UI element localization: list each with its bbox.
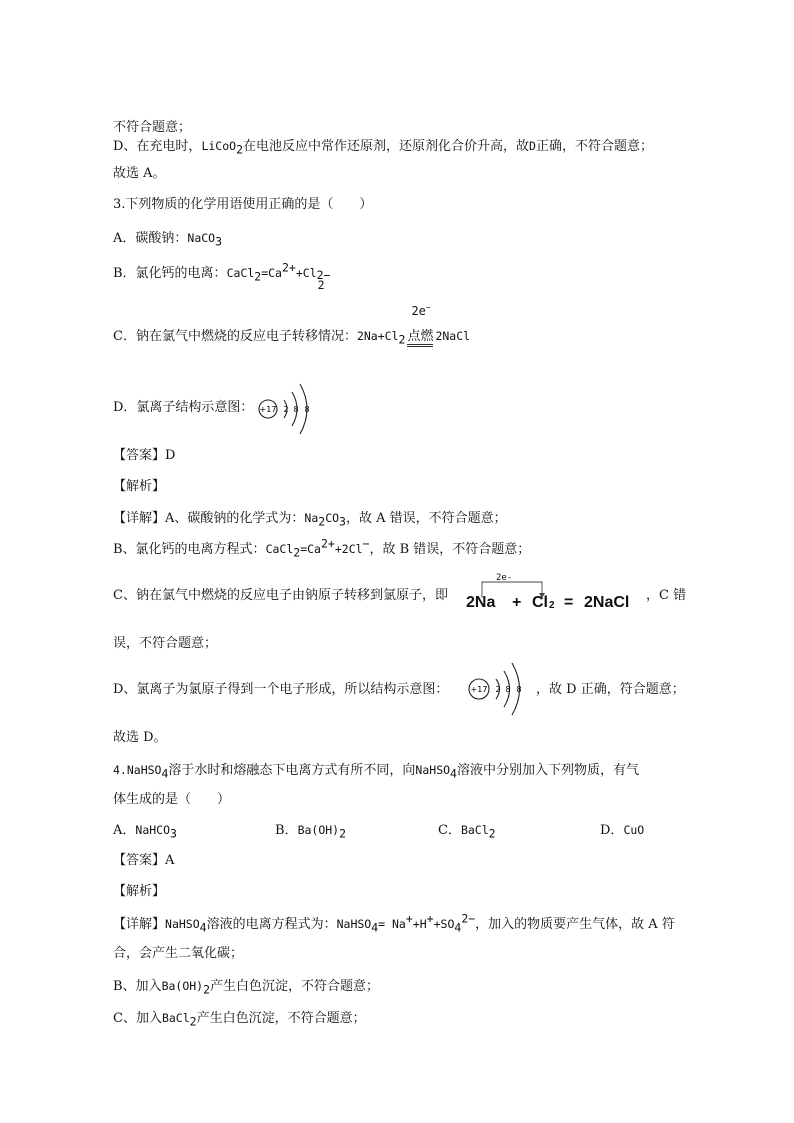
electron-label: 2e−	[411, 303, 431, 318]
text-line: 体生成的是（ ）	[113, 792, 231, 807]
text-line: 故选 A。	[113, 166, 166, 181]
nucleus-charge: +17	[470, 685, 488, 694]
option-b: B．$Ba(OH)_2$	[275, 823, 347, 841]
text-line: 故选 D。	[113, 730, 167, 745]
chloride-ion-diagram	[466, 660, 534, 718]
electron-transfer-equation: 2e- 2Na + Cl 2 = 2NaCl	[466, 573, 630, 611]
answer-label: 【答案】D	[113, 448, 176, 463]
option-d: D．CuO	[600, 823, 645, 838]
analysis-label: 【解析】	[113, 479, 166, 494]
shell-electrons: 8	[505, 685, 511, 694]
shell-electrons: 2	[283, 405, 289, 414]
chloride-ion-diagram	[256, 380, 324, 438]
shell-electrons: 8	[516, 685, 522, 694]
text-line: C、加入BaCl$_2$产生白色沉淀，不符合题意；	[113, 1011, 366, 1029]
option-c: C．钠在氯气中燃烧的反应电子转移情况：$2Na+Cl_2$ 2e− 点燃 2NaCl	[113, 303, 471, 347]
question-4: 4.NaHSO$_4$溶于水时和熔融态下电离方式有所不同，向NaHSO$_4$溶液中分别加入下列物质，有气	[113, 763, 639, 781]
answer-label: 【答案】A	[113, 853, 175, 868]
text-line: B、氯化钙的电离方程式：$CaCl_2=Ca^{2+}+2Cl^-$，故 B 错误，不符合题意；	[113, 536, 531, 560]
shell-electrons: 8	[293, 405, 299, 414]
text-line: ，C 错	[646, 588, 687, 603]
text-line: 【详解】NaHSO$_4$溶液的电离方程式为：NaHSO$_4$= $Na^++H^++SO_4^{2-}$，加入的物质要产生气体，故 A 符	[113, 911, 675, 935]
text-line: C、钠在氯气中燃烧的反应电子由钠原子转移到氯原子，即	[113, 588, 448, 603]
text-line: ，故 D 正确，符合题意；	[536, 682, 685, 697]
options-row	[113, 822, 644, 839]
nucleus-charge: +17	[259, 405, 277, 414]
text-line: 合，会产生二氧化碳；	[113, 946, 244, 961]
text-line: D、氯离子为氯原子得到一个电子形成，所以结构示意图：	[113, 682, 449, 697]
text-line: D、在充电时，LiCoO$_2$在电池反应中常作还原剂，还原剂化合价升高，故D正确，不符合题意；	[113, 139, 653, 157]
option-a: A．碳酸钠：NaCO$_3$	[113, 231, 223, 249]
text-line: 误，不符合题意；	[113, 636, 218, 651]
analysis-label: 【解析】	[113, 884, 166, 899]
question-3: 3.下列物质的化学用语使用正确的是（ ）	[113, 197, 373, 212]
shell-electrons: 8	[304, 405, 310, 414]
text-line: B、加入$Ba(OH)_2$产生白色沉淀，不符合题意；	[113, 979, 380, 997]
shell-electrons: 2	[495, 685, 501, 694]
option-b: B．氯化钙的电离：$CaCl_2=Ca^{2+}+Cl$ 2− 2	[113, 260, 331, 292]
text-line: 【详解】A、碳酸钠的化学式为：$Na_2CO_3$，故 A 错误，不符合题意；	[113, 511, 507, 529]
option-c: C．BaCl$_2$	[438, 823, 496, 841]
option-a: A．NaHCO$_3$	[113, 823, 177, 841]
text-line: 不符合题意；	[113, 120, 192, 135]
option-d: D．氯离子结构示意图：	[113, 400, 254, 415]
